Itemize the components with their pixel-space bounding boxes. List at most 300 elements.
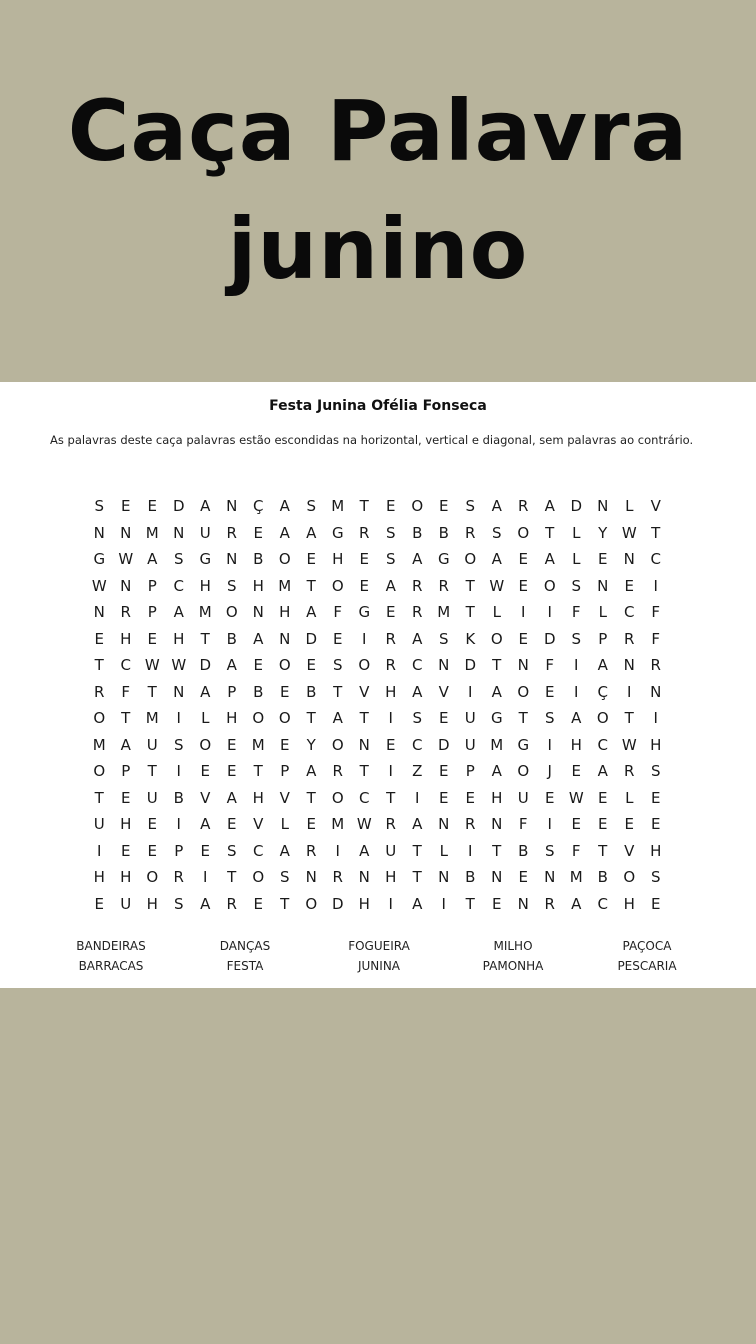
grid-cell: U [517, 788, 529, 807]
word-list-column [587, 936, 707, 976]
grid-cell: R [385, 815, 396, 834]
grid-cell: S [226, 841, 237, 860]
grid-cell: B [438, 523, 449, 542]
grid-cell: E [651, 815, 661, 834]
grid-cell: E [121, 841, 131, 860]
grid-cell: T [94, 788, 104, 807]
grid-cell: U [464, 709, 476, 728]
grid-cell: N [623, 550, 635, 569]
grid-cell: B [253, 682, 264, 701]
grid-cell: P [121, 762, 131, 781]
grid-cell: B [412, 523, 423, 542]
grid-cell: B [253, 550, 264, 569]
grid-cell: E [571, 762, 581, 781]
grid-cell: P [174, 841, 184, 860]
grid-cell: A [226, 788, 237, 807]
grid-cell: A [332, 709, 343, 728]
grid-cell: I [574, 656, 579, 675]
grid-cell: E [571, 815, 581, 834]
grid-cell: B [226, 629, 237, 648]
grid-cell: P [147, 603, 157, 622]
grid-cell: D [570, 497, 583, 516]
grid-cell: R [412, 603, 423, 622]
grid-cell: C [650, 550, 661, 569]
grid-cell: R [624, 762, 635, 781]
grid-cell: O [331, 576, 344, 595]
grid-cell: G [331, 523, 344, 542]
grid-cell: T [518, 709, 528, 728]
grid-cell: W [171, 656, 187, 675]
grid-cell: R [518, 497, 529, 516]
grid-cell: W [621, 523, 637, 542]
grid-cell: I [388, 709, 393, 728]
grid-cell: E [439, 709, 449, 728]
grid-cell: A [491, 762, 502, 781]
word-list-item: BANDEIRAS [76, 939, 146, 953]
grid-cell: R [306, 841, 317, 860]
grid-cell: H [252, 788, 264, 807]
grid-cell: L [201, 709, 210, 728]
grid-cell: E [147, 815, 157, 834]
grid-cell: E [439, 497, 449, 516]
grid-cell: S [571, 576, 582, 595]
grid-cell: I [547, 815, 552, 834]
grid-cell: H [623, 894, 635, 913]
grid-cell: I [176, 762, 181, 781]
grid-cell: E [121, 788, 131, 807]
grid-cell: V [650, 497, 661, 516]
grid-cell: A [173, 603, 184, 622]
grid-cell: E [518, 629, 528, 648]
grid-cell: S [279, 868, 290, 887]
grid-cell: I [547, 603, 552, 622]
grid-cell: S [173, 735, 184, 754]
grid-cell: O [252, 868, 265, 887]
word-list-item: PAÇOCA [622, 939, 672, 953]
grid-cell: E [651, 788, 661, 807]
grid-cell: T [651, 523, 661, 542]
grid-cell: D [305, 629, 318, 648]
grid-cell: S [491, 523, 502, 542]
grid-cell: E [280, 735, 290, 754]
grid-cell: M [278, 576, 292, 595]
grid-cell: E [386, 735, 396, 754]
grid-cell: E [386, 603, 396, 622]
grid-cell: A [412, 550, 423, 569]
grid-cell: O [543, 576, 556, 595]
grid-cell: N [226, 550, 238, 569]
grid-cell: A [306, 603, 317, 622]
grid-cell: F [651, 629, 661, 648]
grid-cell: S [412, 709, 423, 728]
grid-cell: T [412, 841, 422, 860]
grid-cell: O [252, 709, 265, 728]
grid-cell: I [441, 894, 446, 913]
grid-cell: O [93, 762, 106, 781]
grid-cell: N [623, 656, 635, 675]
grid-cell: L [280, 815, 289, 834]
grid-cell: O [596, 709, 609, 728]
grid-cell: E [624, 576, 634, 595]
grid-cell: S [173, 550, 184, 569]
grid-cell: R [332, 868, 343, 887]
grid-cell: D [543, 629, 556, 648]
grid-cell: D [464, 656, 477, 675]
grid-cell: T [624, 709, 634, 728]
grid-cell: N [93, 603, 105, 622]
grid-cell: S [544, 709, 555, 728]
grid-cell: B [597, 868, 608, 887]
grid-cell: L [572, 550, 581, 569]
grid-cell: C [412, 656, 423, 675]
grid-cell: H [173, 629, 185, 648]
grid-cell: I [653, 576, 658, 595]
grid-cell: A [597, 656, 608, 675]
grid-cell: R [624, 629, 635, 648]
grid-cell: E [253, 656, 263, 675]
grid-cell: A [491, 682, 502, 701]
grid-cell: L [492, 603, 501, 622]
grid-cell: A [306, 762, 317, 781]
grid-cell: I [468, 682, 473, 701]
grid-cell: P [147, 576, 157, 595]
grid-cell: W [621, 735, 637, 754]
grid-cell: E [253, 894, 263, 913]
grid-cell: I [362, 629, 367, 648]
grid-cell: T [227, 868, 237, 887]
grid-cell: C [624, 603, 635, 622]
grid-cell: E [518, 868, 528, 887]
grid-cell: O [358, 656, 371, 675]
grid-cell: A [412, 894, 423, 913]
grid-cell: Y [598, 523, 608, 542]
grid-cell: U [385, 841, 397, 860]
grid-cell: S [438, 629, 449, 648]
grid-cell: I [203, 868, 208, 887]
grid-cell: E [253, 523, 263, 542]
grid-cell: F [651, 603, 661, 622]
grid-cell: Z [412, 762, 423, 781]
grid-cell: N [517, 894, 529, 913]
grid-cell: E [598, 788, 608, 807]
grid-cell: T [465, 894, 475, 913]
grid-cell: S [332, 656, 343, 675]
grid-cell: E [227, 815, 237, 834]
grid-cell: T [598, 841, 608, 860]
grid-cell: I [388, 894, 393, 913]
grid-cell: H [146, 894, 158, 913]
grid-cell: E [624, 815, 634, 834]
grid-cell: N [544, 868, 556, 887]
grid-cell: S [226, 576, 237, 595]
grid-cell: O [411, 497, 424, 516]
word-list-item: BARRACAS [78, 959, 144, 973]
grid-cell: T [465, 603, 475, 622]
grid-cell: J [547, 762, 552, 781]
grid-cell: N [279, 629, 291, 648]
grid-cell: E [518, 576, 528, 595]
grid-cell: O [623, 868, 636, 887]
grid-cell: N [173, 523, 185, 542]
grid-cell: H [120, 629, 132, 648]
grid-cell: M [437, 603, 451, 622]
grid-cell: M [569, 868, 583, 887]
grid-cell: N [358, 868, 370, 887]
grid-cell: N [491, 868, 503, 887]
grid-cell: V [200, 788, 211, 807]
grid-cell: U [464, 735, 476, 754]
grid-cell: R [385, 629, 396, 648]
grid-cell: P [465, 762, 475, 781]
grid-cell: M [251, 735, 265, 754]
grid-cell: O [517, 682, 530, 701]
grid-cell: R [544, 894, 555, 913]
grid-cell: N [173, 682, 185, 701]
word-list-item: PESCARIA [617, 959, 677, 973]
grid-cell: C [597, 894, 608, 913]
grid-cell: P [280, 762, 290, 781]
grid-cell: O [517, 762, 530, 781]
grid-cell: H [226, 709, 238, 728]
grid-cell: F [121, 682, 131, 701]
grid-cell: W [91, 576, 107, 595]
grid-cell: T [306, 709, 316, 728]
grid-cell: I [627, 682, 632, 701]
grid-cell: E [359, 576, 369, 595]
word-list-item: FESTA [226, 959, 264, 973]
grid-cell: H [199, 576, 211, 595]
grid-cell: N [597, 497, 609, 516]
grid-cell: A [491, 550, 502, 569]
grid-cell: E [94, 629, 104, 648]
grid-cell: E [598, 550, 608, 569]
grid-cell: Ç [597, 682, 608, 701]
grid-cell: P [227, 682, 237, 701]
grid-cell: S [94, 497, 105, 516]
grid-cell: I [97, 841, 102, 860]
instructions: As palavras deste caça palavras estão escondidas na horizontal, vertical e diagonal, sem palavras ao contrário. [50, 433, 694, 447]
grid-cell: Y [306, 735, 316, 754]
headline-line-1: Caça Palavra [67, 82, 689, 180]
grid-cell: T [333, 682, 343, 701]
grid-cell: G [199, 550, 212, 569]
word-list-item: MILHO [493, 939, 533, 953]
grid-cell: L [598, 603, 607, 622]
grid-cell: M [331, 497, 345, 516]
grid-cell: Ç [253, 497, 264, 516]
grid-cell: O [464, 550, 477, 569]
grid-cell: O [331, 735, 344, 754]
grid-cell: A [279, 523, 290, 542]
grid-cell: A [279, 841, 290, 860]
grid-cell: R [226, 894, 237, 913]
grid-cell: B [306, 682, 317, 701]
grid-cell: I [388, 762, 393, 781]
grid-cell: A [200, 682, 211, 701]
grid-cell: S [173, 894, 184, 913]
grid-cell: I [176, 709, 181, 728]
grid-cell: B [465, 868, 476, 887]
grid-cell: V [438, 682, 449, 701]
grid-cell: V [359, 682, 370, 701]
grid-cell: N [517, 656, 529, 675]
grid-cell: S [650, 868, 661, 887]
grid-cell: H [570, 735, 582, 754]
grid-cell: E [200, 841, 210, 860]
grid-cell: A [571, 709, 582, 728]
grid-cell: R [465, 523, 476, 542]
grid-cell: W [489, 576, 505, 595]
grid-cell: C [120, 656, 131, 675]
grid-cell: A [491, 497, 502, 516]
grid-cell: A [544, 550, 555, 569]
grid-cell: E [359, 550, 369, 569]
grid-cell: E [439, 762, 449, 781]
grid-cell: E [333, 629, 343, 648]
grid-cell: F [571, 603, 581, 622]
grid-cell: A [200, 497, 211, 516]
grid-cell: M [145, 523, 159, 542]
grid-cell: N [491, 815, 503, 834]
grid-cell: E [492, 894, 502, 913]
grid-cell: H [491, 788, 503, 807]
grid-cell: I [415, 788, 420, 807]
grid-cell: G [93, 550, 106, 569]
grid-cell: L [439, 841, 448, 860]
grid-cell: O [278, 709, 291, 728]
grid-cell: W [568, 788, 584, 807]
grid-cell: R [332, 762, 343, 781]
grid-cell: R [226, 523, 237, 542]
grid-cell: M [331, 815, 345, 834]
grid-cell: H [93, 868, 105, 887]
grid-cell: R [173, 868, 184, 887]
grid-cell: T [94, 656, 104, 675]
grid-cell: I [468, 841, 473, 860]
grid-cell: E [147, 629, 157, 648]
grid-cell: O [331, 788, 344, 807]
grid-cell: N [305, 868, 317, 887]
word-list-item: JUNINA [357, 959, 401, 973]
grid-cell: A [253, 629, 264, 648]
grid-cell: N [597, 576, 609, 595]
grid-cell: O [199, 735, 212, 754]
word-list-item: DANÇAS [219, 939, 271, 953]
grid-cell: E [227, 735, 237, 754]
grid-cell: O [146, 868, 159, 887]
grid-cell: S [571, 629, 582, 648]
grid-cell: G [490, 709, 503, 728]
grid-cell: E [227, 762, 237, 781]
grid-cell: T [492, 841, 502, 860]
grid-cell: T [280, 894, 290, 913]
grid-cell: I [176, 815, 181, 834]
grid-cell: H [120, 815, 132, 834]
grid-cell: C [412, 735, 423, 754]
grid-cell: T [412, 868, 422, 887]
grid-cell: T [147, 762, 157, 781]
grid-cell: T [492, 656, 502, 675]
word-list-column [319, 936, 439, 976]
grid-cell: F [518, 815, 528, 834]
grid-cell: E [598, 815, 608, 834]
grid-cell: C [597, 735, 608, 754]
grid-cell: N [120, 576, 132, 595]
grid-cell: E [439, 788, 449, 807]
grid-cell: W [144, 656, 160, 675]
grid-cell: N [438, 656, 450, 675]
grid-cell: O [278, 550, 291, 569]
grid-cell: O [278, 656, 291, 675]
grid-cell: D [331, 894, 344, 913]
grid-cell: O [490, 629, 503, 648]
grid-cell: A [279, 497, 290, 516]
word-list [0, 936, 756, 980]
grid-cell: W [118, 550, 134, 569]
grid-cell: E [280, 682, 290, 701]
word-list-item: FOGUEIRA [348, 939, 410, 953]
grid-cell: H [252, 576, 264, 595]
grid-cell: P [598, 629, 608, 648]
grid-cell: I [335, 841, 340, 860]
grid-cell: N [358, 735, 370, 754]
grid-cell: K [465, 629, 476, 648]
grid-cell: G [437, 550, 450, 569]
grid-cell: T [359, 709, 369, 728]
word-list-column [453, 936, 573, 976]
grid-cell: U [120, 894, 132, 913]
grid-cell: E [200, 762, 210, 781]
grid-cell: A [120, 735, 131, 754]
grid-cell: L [572, 523, 581, 542]
grid-cell: F [333, 603, 343, 622]
headline-line-2: junino [227, 200, 529, 298]
grid-cell: O [225, 603, 238, 622]
grid-cell: R [465, 815, 476, 834]
word-search-sheet [0, 382, 756, 988]
grid-cell: T [306, 788, 316, 807]
grid-cell: A [200, 815, 211, 834]
grid-cell: H [279, 603, 291, 622]
grid-cell: T [545, 523, 555, 542]
grid-cell: U [199, 523, 211, 542]
grid-cell: N [438, 868, 450, 887]
grid-cell: U [146, 735, 158, 754]
grid-cell: C [253, 841, 264, 860]
grid-cell: I [653, 709, 658, 728]
grid-cell: V [279, 788, 290, 807]
grid-cell: A [147, 550, 158, 569]
grid-cell: T [465, 576, 475, 595]
grid-cell: T [306, 576, 316, 595]
grid-cell: N [252, 603, 264, 622]
grid-cell: S [544, 841, 555, 860]
grid-cell: E [306, 550, 316, 569]
word-list-item: PAMONHA [482, 959, 544, 973]
grid-cell: H [385, 682, 397, 701]
grid-cell: N [650, 682, 662, 701]
grid-cell: N [93, 523, 105, 542]
grid-cell: S [650, 762, 661, 781]
grid-cell: E [306, 656, 316, 675]
grid-cell: A [359, 841, 370, 860]
grid-cell: M [490, 735, 504, 754]
grid-cell: S [385, 523, 396, 542]
grid-cell: D [199, 656, 212, 675]
grid-cell: E [147, 841, 157, 860]
grid-cell: H [650, 841, 662, 860]
grid-cell: A [200, 894, 211, 913]
